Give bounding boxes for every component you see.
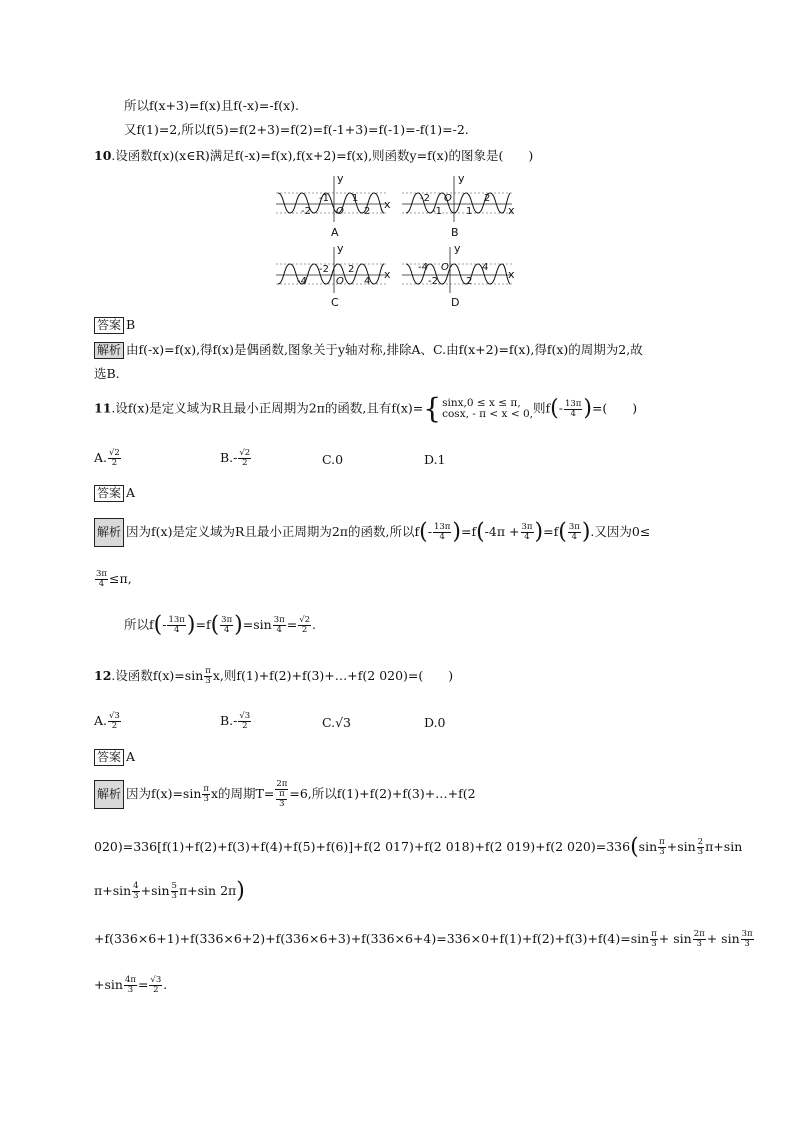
option-b: B.- $\frac{√3}{2}$ [220, 711, 251, 731]
answer-value: A [126, 485, 136, 500]
text-line: 所以f(x+3)=f(x)且f(-x)=-f(x). [124, 98, 300, 113]
tick-label: -4 [418, 262, 428, 273]
analysis-text: 由f(-x)=f(x),得f(x)是偶函数,图象关于y轴对称,排除A、C.由f(x+2)=f(x),得f(x)的周期为2,故 [126, 342, 643, 357]
analysis-tag: 解析 [94, 518, 124, 547]
option-b: B.- $\frac{√2}{2}$ [220, 448, 251, 468]
question-number: 10 [94, 148, 112, 163]
tick-label: -1 [432, 206, 442, 217]
analysis-line: $\frac{3\pi}{4}$ ≤π, [96, 569, 132, 589]
answer-line [94, 485, 135, 502]
tick-label: O [336, 276, 344, 287]
axis-label-y: y [337, 172, 344, 185]
graph-a [276, 174, 388, 224]
tick-label: O [444, 193, 452, 204]
question-text: .设f(x)是定义域为R且最小正周期为2π的函数,且有f(x)= [111, 400, 424, 416]
question-10 [94, 148, 533, 164]
tick-label: -2 [420, 193, 430, 204]
answer-tag: 答案 [94, 317, 124, 334]
tick-label: -1 [319, 193, 329, 204]
analysis-line: +f(336×6+1)+f(336×6+2)+f(336×6+3)+f(336×6+4)=336×0+f(1)+f(2)+f(3)+f(4)=sin $\frac{\pi}{3}$ + sin $\frac{2\pi}{3}$ + sin $\frac{3\pi}{3}$ [94, 929, 753, 949]
tick-label: -2 [428, 276, 438, 287]
tick-label: 4 [364, 276, 371, 287]
option-a: A. $\frac{√2}{2}$ [94, 448, 120, 468]
option-a: A. $\frac{√3}{2}$ [94, 711, 120, 731]
answer-tag: 答案 [94, 749, 124, 766]
tick-label: 2 [466, 276, 473, 287]
graph-c [276, 245, 388, 295]
tick-label: O [441, 262, 449, 273]
analysis-line: 选B. [94, 366, 120, 381]
answer-value: A [126, 749, 136, 764]
tick-label: 1 [466, 206, 473, 217]
question-12: 12.设函数f(x)=sin $\frac{\pi}{3}$ x,则f(1)+f(2)+f(3)+…+f(2 020)=( ) [94, 666, 454, 686]
option-d: D.1 [424, 452, 446, 467]
tick-label: 4 [482, 262, 489, 273]
axis-label-y: y [454, 242, 461, 255]
tick-label: -4 [297, 276, 307, 287]
question-text: 则f [532, 400, 551, 416]
analysis-line: 解析 因为f(x)是定义域为R且最小正周期为2π的函数,所以f(- $\frac{13\pi}{4}$ )=f(-4π + $\frac{3\pi}{4}$ )=f( $\frac{3\pi}{4}$ ).又因为0≤ [94, 518, 650, 547]
tick-label: 2 [484, 193, 491, 204]
answer-tag: 答案 [94, 485, 124, 502]
analysis-line [94, 342, 643, 359]
answer-line [94, 317, 135, 334]
tick-label: 2 [364, 206, 371, 217]
fraction: $\frac{13\pi}{4}$ [564, 398, 582, 419]
analysis-tag: 解析 [94, 780, 124, 809]
graph-label-d: D [451, 296, 460, 309]
tick-label: -2 [301, 206, 311, 217]
question-number: 11 [94, 400, 112, 416]
analysis-tag: 解析 [94, 342, 124, 359]
axis-label-y: y [458, 172, 465, 185]
graph-label-c: C [331, 296, 339, 309]
analysis-line: π+sin $\frac{4}{3}$ +sin $\frac{5}{3}$ π+sin 2π) [94, 878, 245, 904]
piecewise: sinx,0 ≤ x ≤ π, cosx, - π < x < 0, [442, 397, 533, 420]
option-c: C.√3 [322, 715, 352, 730]
graph-label-b: B [451, 226, 459, 239]
answer-value: B [126, 317, 136, 332]
tick-label: 1 [352, 193, 359, 204]
question-number: 12 [94, 668, 112, 683]
axis-label-x: x [508, 268, 515, 281]
analysis-line: 020)=336[f(1)+f(2)+f(3)+f(4)+f(5)+f(6)]+f(2 017)+f(2 018)+f(2 019)+f(2 020)=336(sin $\frac{\pi}{3}$ +sin $\frac{2}{3}$ π+sin [94, 834, 743, 860]
axis-label-x: x [508, 204, 515, 217]
analysis-line: 所以f(- $\frac{13\pi}{4}$ )=f( $\frac{3\pi}{4}$ )=sin $\frac{3\pi}{4}$ = $\frac{√2}{2}$ . [124, 612, 316, 638]
axis-label-x: x [384, 268, 391, 281]
option-c: C.0 [322, 452, 344, 467]
analysis-line: 解析 因为f(x)=sin $\frac{\pi}{3}$ x的周期T= 2π π 3 =6,所以f(1)+f(2)+f(3)+…+f(2 [94, 780, 476, 809]
tick-label: 2 [348, 264, 355, 275]
axis-label-y: y [337, 242, 344, 255]
tick-label: -2 [319, 264, 329, 275]
text-line: 又f(1)=2,所以f(5)=f(2+3)=f(2)=f(-1+3)=f(-1)=-f(1)=-2. [124, 122, 469, 137]
axis-label-x: x [384, 198, 391, 211]
answer-line [94, 749, 135, 766]
question-text: .设函数f(x)(x∈R)满足f(-x)=f(x),f(x+2)=f(x),则函数y=f(x)的图象是( ) [111, 148, 534, 163]
tick-label: O [336, 206, 344, 217]
analysis-line: +sin $\frac{4\pi}{3}$ = $\frac{√3}{2}$ . [94, 975, 168, 995]
graph-label-a: A [331, 226, 339, 239]
option-d: D.0 [424, 715, 446, 730]
question-11: 11.设f(x)是定义域为R且最小正周期为2π的函数,且有f(x)={ sinx,0 ≤ x ≤ π, cosx, - π < x < 0, 则f(- $\frac{13\pi}{4}$ )=( ) [94, 392, 638, 425]
